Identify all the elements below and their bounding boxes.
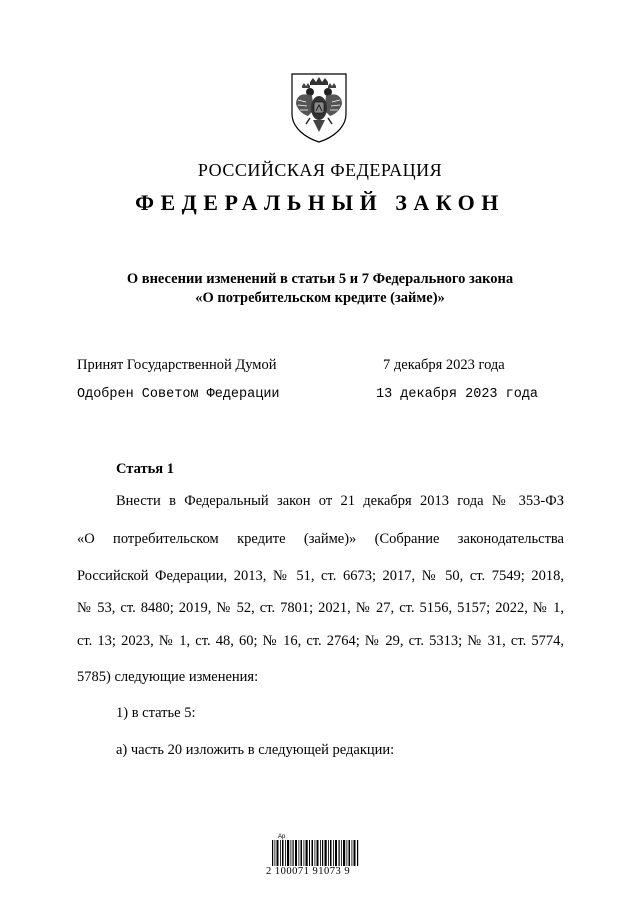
article-title: Статья 1 — [116, 461, 174, 477]
barcode-number: 2 100071 91073 9 — [266, 866, 351, 877]
amendment-item: 1) в статье 5: — [116, 705, 196, 721]
barcode-bars — [272, 840, 358, 866]
coat-of-arms-icon — [288, 70, 350, 144]
article-text-line: ст. 13; 2023, № 1, ст. 48, 60; № 16, ст. 2764; № 29, ст. 5313; № 31, ст. 5774, — [77, 633, 564, 649]
duma-adoption-date: 7 декабря 2023 года — [383, 357, 505, 373]
article-text-line: «О потребительском кредите (займе)» (Собрание законодательства — [77, 531, 564, 547]
duma-adoption-label: Принят Государственной Думой — [77, 357, 277, 373]
article-text-line: Внести в Федеральный закон от 21 декабря 2013 года № 353-ФЗ — [116, 493, 564, 509]
document-type-heading: ФЕДЕРАЛЬНЫЙ ЗАКОН — [135, 190, 505, 215]
subject-line-2: «О потребительском кредите (займе)» — [195, 290, 445, 306]
subject-line-1: О внесении изменений в статьи 5 и 7 Федерального закона — [126, 271, 514, 287]
article-text-line: 5785) следующие изменения: — [77, 669, 259, 685]
article-text-line: № 53, ст. 8480; 2019, № 52, ст. 7801; 2021, № 27, ст. 5156, 5157; 2022, № 1, — [77, 600, 564, 616]
council-approval-label: Одобрен Советом Федерации — [77, 387, 280, 402]
barcode-mark: Ap — [278, 834, 286, 840]
amendment-subitem: а) часть 20 изложить в следующей редакции: — [116, 742, 395, 758]
country-heading: РОССИЙСКАЯ ФЕДЕРАЦИЯ — [197, 160, 443, 180]
article-text-line: Российской Федерации, 2013, № 51, ст. 6673; 2017, № 50, ст. 7549; 2018, — [77, 568, 564, 584]
law-subject — [0, 270, 640, 308]
council-approval-date: 13 декабря 2023 года — [376, 387, 539, 402]
